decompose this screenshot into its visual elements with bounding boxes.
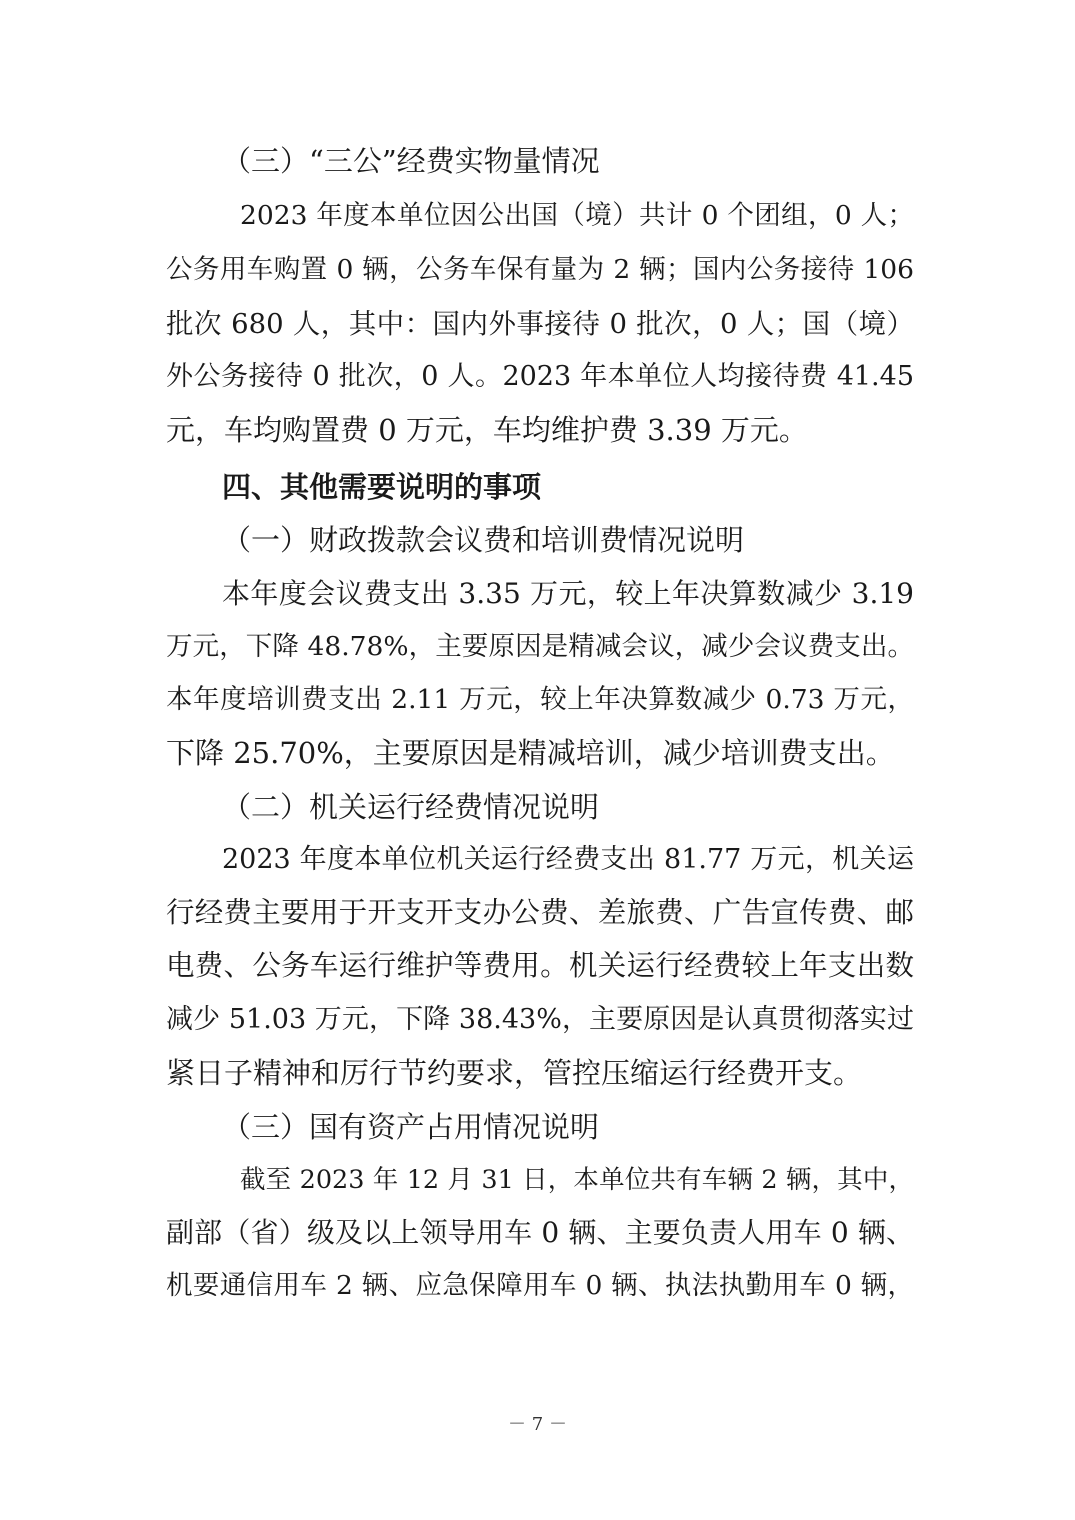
subsection-heading-operating-expenses: （二）机关运行经费情况说明 [222,790,600,824]
paragraph-line: 公务用车购置 0 辆，公务车保有量为 2 辆；国内公务接待 106 [166,254,914,285]
paragraph-line: 截至 2023 年 12 月 31 日，本单位共有车辆 2 辆，其中， [240,1165,914,1195]
paragraph-line: 批次 680 人，其中：国内外事接待 0 批次，0 人；国（境） [166,308,914,340]
subsection-heading-state-assets: （三）国有资产占用情况说明 [222,1110,600,1144]
page-number: － 7 － [508,1414,567,1435]
paragraph-line: 下降 25.70%，主要原因是精减培训，减少培训费支出。 [166,736,895,770]
section-heading-other-matters: 四、其他需要说明的事项 [222,470,542,504]
paragraph-line: 本年度培训费支出 2.11 万元，较上年决算数减少 0.73 万元， [166,684,914,715]
paragraph-line: 2023 年度本单位因公出国（境）共计 0 个团组，0 人； [240,200,914,231]
paragraph-line: 外公务接待 0 批次，0 人。2023 年本单位人均接待费 41.45 [166,361,914,392]
paragraph-line: 机要通信用车 2 辆、应急保障用车 0 辆、执法执勤用车 0 辆， [166,1270,914,1301]
paragraph-line: 电费、公务车运行维护等费用。机关运行经费较上年支出数 [166,949,914,982]
paragraph-line: 紧日子精神和厉行节约要求，管控压缩运行经费开支。 [166,1056,863,1090]
paragraph-line: 2023 年度本单位机关运行经费支出 81.77 万元，机关运 [222,844,914,875]
paragraph-line: 行经费主要用于开支开支办公费、差旅费、广告宣传费、邮 [166,896,914,929]
paragraph-line: 副部（省）级及以上领导用车 0 辆、主要负责人用车 0 辆、 [166,1216,914,1249]
paragraph-line: 本年度会议费支出 3.35 万元，较上年决算数减少 3.19 [222,577,914,610]
subsection-heading-meeting-training: （一）财政拨款会议费和培训费情况说明 [222,523,745,557]
paragraph-line: 元，车均购置费 0 万元，车均维护费 3.39 万元。 [166,413,808,447]
paragraph-line: 减少 51.03 万元，下降 38.43%，主要原因是认真贯彻落实过 [166,1004,914,1035]
paragraph-line: 万元，下降 48.78%，主要原因是精减会议，减少会议费支出。 [166,631,914,662]
section-heading-three-public-expenses: （三）“三公”经费实物量情况 [222,144,600,178]
